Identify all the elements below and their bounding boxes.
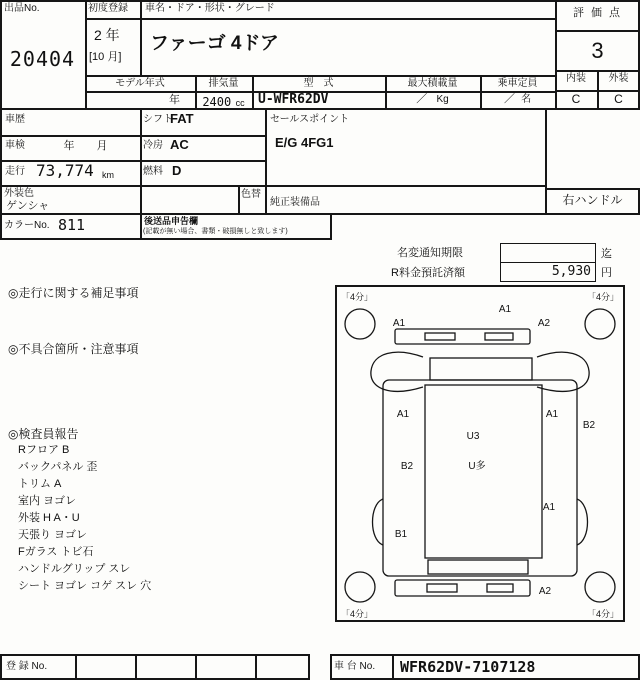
tire-front-left: [345, 309, 375, 339]
inspector-item: 室内 ヨゴレ: [18, 495, 77, 507]
score-value: 3: [591, 38, 604, 63]
exhibit-no-label: 出品No.: [4, 3, 40, 14]
r-fee-unit: 円: [601, 267, 612, 279]
divider: [0, 185, 545, 187]
inspection-value: 年 月: [63, 140, 108, 152]
section-defects-title: ◎不具合箇所・注意事項: [8, 342, 139, 356]
rear-plate-left: [427, 584, 457, 592]
chassis-no-value: WFR62DV-7107128: [400, 658, 536, 676]
shift-value: FAT: [170, 111, 194, 126]
damage-label-front-left-a1: A1: [392, 318, 406, 329]
sales-point-label: セールスポイント: [270, 114, 350, 125]
tire-tread-rear-left: 「4分」: [341, 609, 374, 619]
capacity-unit: 名: [521, 94, 532, 105]
max-load-unit: Kg: [436, 94, 449, 105]
divider: [330, 213, 332, 240]
tire-tread-front-left: 「4分」: [341, 292, 374, 302]
name-change-suffix: 迄: [601, 248, 612, 260]
divider: [0, 213, 545, 215]
interior-grade: C: [571, 92, 581, 106]
name-change-label: 名変通知期限: [397, 247, 463, 259]
divider: [555, 30, 640, 32]
mileage-value: 73,774: [36, 161, 94, 180]
divider: [0, 135, 265, 137]
damage-label-center-u-multi: U多: [468, 461, 486, 472]
r-fee-value: 5,930: [551, 264, 591, 279]
rear-plate-right: [487, 584, 513, 592]
divider: [75, 654, 77, 680]
chassis-no-label: 車 台 No.: [334, 661, 376, 672]
max-load-value: [385, 93, 480, 106]
ext-color-label: 外装色: [4, 188, 34, 199]
exterior-grade: C: [614, 92, 623, 106]
car-name-value: ファーゴ 4ドア: [150, 33, 279, 54]
steering-label: 右ハンドル: [562, 193, 623, 207]
tire-front-right: [585, 309, 615, 339]
name-change-box: [500, 243, 596, 263]
model-year-label: モデル年式: [115, 78, 165, 89]
damage-label-right-edge-b2: B2: [582, 420, 596, 431]
inspector-item: シート ヨゴレ コゲ スレ 穴: [18, 580, 152, 592]
divider: [0, 238, 330, 240]
wheel-arch-left: [373, 499, 384, 545]
equipment-label: 純正装備品: [270, 197, 320, 208]
reg-no-label: 登 録 No.: [6, 661, 48, 672]
inspector-item: トリム A: [18, 478, 62, 490]
shift-label: シフト: [143, 114, 173, 125]
capacity-label: 乗車定員: [497, 78, 538, 89]
color-no-value: 811: [58, 216, 86, 234]
later-goods-label: 後送品申告欄: [144, 216, 199, 226]
tire-tread-rear-right: 「4分」: [586, 609, 619, 619]
displacement-unit: cc: [235, 98, 245, 108]
cooling-label: 冷房: [143, 140, 163, 151]
mileage-unit: km: [102, 170, 114, 180]
damage-label-right-lower-a1: A1: [542, 502, 556, 513]
divider: [0, 110, 2, 240]
section-inspector-title: ◎検査員報告: [8, 427, 79, 441]
damage-label-left-a1: A1: [396, 409, 410, 420]
divider: [85, 75, 555, 77]
divider: [135, 654, 137, 680]
damage-label-left-b1: B1: [394, 529, 408, 540]
divider: [140, 110, 142, 240]
divider: [255, 654, 257, 680]
model-code-label: 型 式: [303, 78, 334, 89]
front-fender-right: [537, 352, 589, 391]
damage-label-left-b2: B2: [400, 461, 414, 472]
damage-label-right-a1: A1: [545, 409, 559, 420]
damage-label-rear-a2: A2: [538, 586, 552, 597]
inspector-item: 天張り ヨゴレ: [18, 529, 88, 541]
divider: [392, 654, 394, 680]
interior-label: 内装: [566, 73, 586, 84]
r-fee-label: R料金預託済額: [391, 267, 465, 279]
mileage-label: 走行: [5, 166, 25, 177]
inspector-item: バックパネル 歪: [18, 461, 98, 473]
model-code-value: U-WFR62DV: [258, 92, 329, 107]
tire-rear-right: [585, 572, 615, 602]
inspector-item: Fガラス トビ石: [18, 546, 94, 558]
max-load-label: 最大積載量: [407, 78, 458, 89]
damage-label-top-a1: A1: [498, 304, 512, 315]
capacity-slash: ／: [503, 93, 515, 105]
front-bumper: [395, 329, 530, 344]
first-reg-label: 初度登録: [88, 3, 128, 14]
rear-panel: [428, 560, 528, 574]
divider: [140, 0, 142, 75]
windshield-panel: [430, 358, 532, 380]
tire-rear-left: [345, 572, 375, 602]
inspector-item: ハンドルグリップ スレ: [18, 563, 131, 575]
exterior-label: 外装: [608, 73, 629, 84]
car-name-label: 車名・ドア・形状・グレード: [145, 3, 275, 14]
wheel-arch-right: [577, 499, 588, 545]
divider: [195, 654, 197, 680]
rear-bumper: [395, 580, 530, 596]
later-goods-note: (記載が無い場合、書類・破損無しと致します): [143, 228, 288, 235]
model-year-value: 年: [169, 94, 180, 106]
divider: [238, 185, 240, 213]
color-change-label: 色替: [241, 189, 261, 200]
fuel-value: D: [172, 163, 182, 178]
tire-tread-front-right: 「4分」: [586, 292, 619, 302]
car-diagram-box: [335, 285, 625, 622]
front-fender-left: [371, 352, 423, 391]
damage-label-front-right-a2: A2: [537, 318, 551, 329]
fuel-label: 燃料: [143, 166, 163, 177]
damage-label-center-u3: U3: [466, 431, 480, 442]
front-plate-left: [425, 333, 455, 340]
car-diagram-svg: [337, 287, 623, 620]
history-label: 車歴: [5, 114, 25, 125]
displacement-label: 排気量: [208, 78, 239, 89]
section-mileage-note-title: ◎走行に関する補足事項: [8, 286, 139, 300]
capacity-value: [480, 93, 555, 106]
inspection-label: 車検: [5, 140, 25, 151]
sales-point-value: E/G 4FG1: [275, 135, 334, 150]
first-reg-year: 2 年: [94, 27, 120, 43]
divider: [265, 110, 267, 213]
color-no-label: カラーNo.: [4, 220, 50, 231]
score-label: 評 価 点: [572, 7, 623, 19]
divider: [85, 18, 555, 20]
exhibit-no-value: 20404: [9, 47, 76, 71]
inspector-item: Rフロア B: [18, 444, 70, 456]
inspector-item: 外装 H A・U: [18, 512, 80, 524]
ext-color-value: ゲンシャ: [6, 200, 50, 212]
cooling-value: AC: [170, 137, 189, 152]
first-reg-month: [10 月]: [89, 51, 122, 63]
displacement-value: [195, 93, 252, 111]
max-load-slash: ／: [416, 93, 428, 105]
front-plate-right: [485, 333, 513, 340]
displacement-number: 2400: [202, 95, 232, 109]
